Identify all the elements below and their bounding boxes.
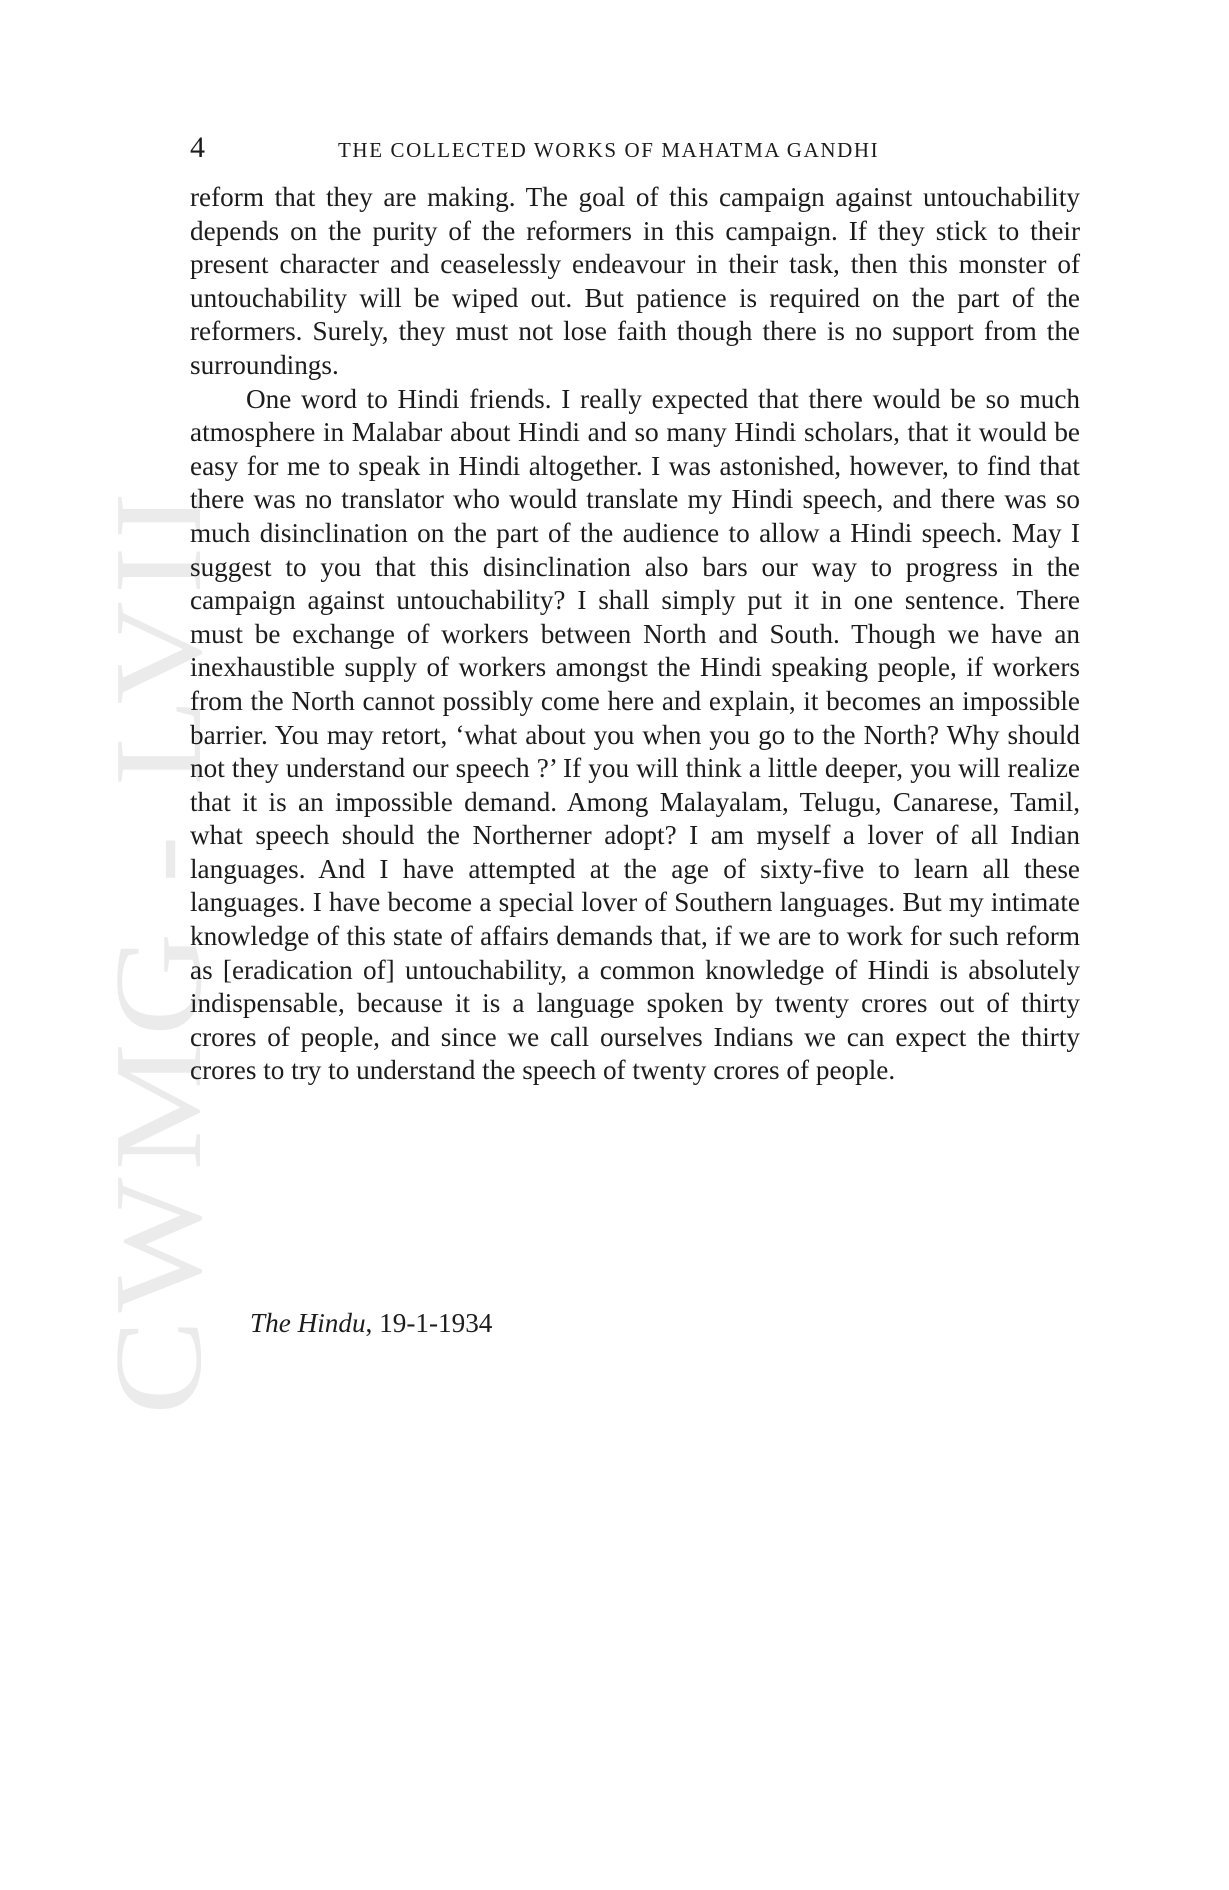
- running-head: [190, 130, 1080, 166]
- source-date: , 19-1-1934: [365, 1308, 493, 1338]
- source-citation: [250, 1307, 492, 1341]
- source-publication: The Hindu: [250, 1308, 366, 1338]
- watermark-text: CWMG - LVII: [90, 603, 228, 1415]
- book-title: THE COLLECTED WORKS OF MAHATMA GANDHI: [338, 138, 880, 162]
- paragraph-1: reform that they are making. The goal of this campaign against untouchability depends on the purity of the reformers in this campaign. If they stick to their present character and ceaselessly endeavour in their task, then this monster of untouchability will be wiped out. But patience is required on the part of the reformers. Surely, they must not lose faith though there is no support from the surroundings.: [190, 182, 1080, 380]
- body-text: [190, 181, 1080, 1088]
- paragraph-2: One word to Hindi friends. I really expected that there would be so much atmosphere in Malabar about Hindi and so many Hindi scholars, that it would be easy for me to speak in Hindi altogether. I was astonished, however, to find that there was no translator who would translate my Hindi speech, and there was so much disinclination on the part of the audience to allow a Hindi speech. May I suggest to you that this disinclination also bars our way to progress in the campaign against untouchability? I shall simply put it in one sentence. There must be exchange of workers between North and South. Though we have an inexhaustible supply of workers amongst the Hindi speaking people, if workers from the North cannot possibly come here and explain, it becomes an impossible barrier. You may retort, ‘what about you when you go to the North? Why should not they understand our speech ?’ If you will think a little deeper, you will realize that it is an impossible demand. Among Malayalam, Telugu, Canarese, Tamil, what speech should the Northerner adopt? I am myself a lover of all Indian languages. And I have attempted at the age of sixty-five to learn all these languages. I have become a special lover of Southern languages. But my intimate knowledge of this state of affairs demands that, if we are to work for such reform as [eradication of] untouchability, a common knowledge of Hindi is absolutely indispensable, because it is a language spoken by twenty crores out of thirty crores of people, and since we call ourselves Indians we can expect the thirty crores to try to understand the speech of twenty crores of people.: [190, 383, 1080, 1086]
- page-number: 4: [190, 131, 205, 164]
